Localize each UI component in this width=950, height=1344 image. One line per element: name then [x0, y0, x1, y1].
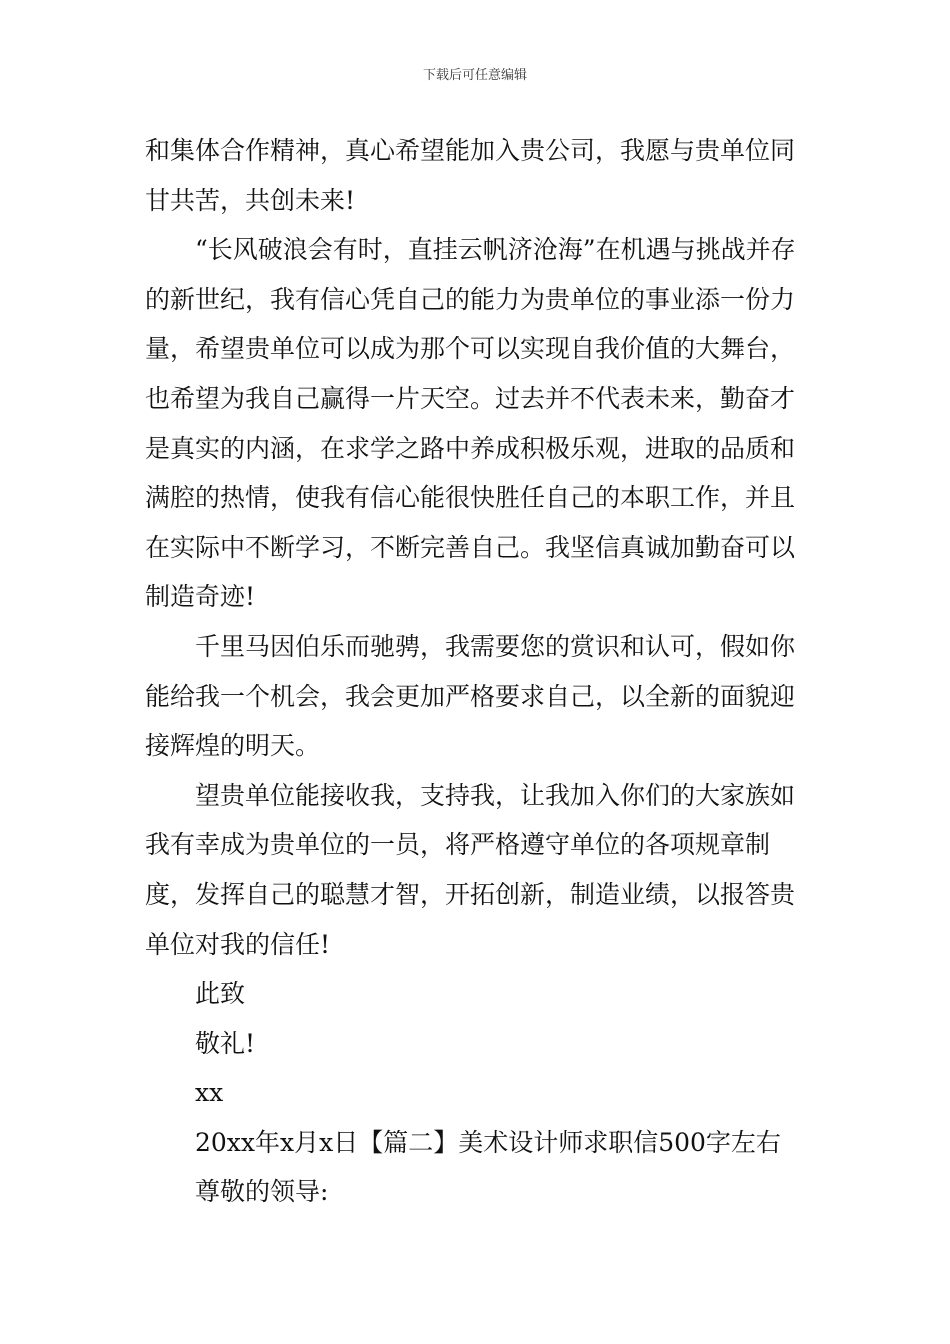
letter-body: [145, 126, 807, 1217]
paragraph-4: 望贵单位能接收我，支持我，让我加入你们的大家族如我有幸成为贵单位的一员，将严格遵守单位的各项规章制度，发挥自己的聪慧才智，开拓创新，制造业绩，以报答贵单位对我的信任!: [145, 780, 796, 959]
closing-line-1: 此致: [195, 979, 246, 1009]
paragraph-2: “长风破浪会有时，直挂云帆济沧海”在机遇与挑战并存的新世纪，我有信心凭自己的能力为贵单位的事业添一份力量，希望贵单位可以成为那个可以实现自我价值的大舞台，也希望为我自己赢得一片天空。过去并不代表未来，勤奋才是真实的内涵，在求学之路中养成积极乐观，进取的品质和满腔的热情，使我有信心能很快胜任自己的本职工作，并且在实际中不断学习，不断完善自己。我坚信真诚加勤奋可以制造奇迹!: [145, 235, 796, 612]
paragraph-1: 和集体合作精神，真心希望能加入贵公司，我愿与贵单位同甘共苦，共创未来!: [145, 136, 796, 215]
date-and-section-title: 20xx年x月x日【篇二】美术设计师求职信500字左右: [195, 1127, 781, 1157]
closing-line-2: 敬礼!: [195, 1028, 256, 1058]
page-header-note: 下载后可任意编辑: [422, 68, 527, 83]
paragraph-3: 千里马因伯乐而驰骋，我需要您的赏识和认可，假如你能给我一个机会，我会更加严格要求自己，以全新的面貌迎接辉煌的明天。: [145, 631, 796, 761]
signature: xx: [195, 1078, 224, 1108]
salutation: 尊敬的领导:: [195, 1177, 329, 1207]
